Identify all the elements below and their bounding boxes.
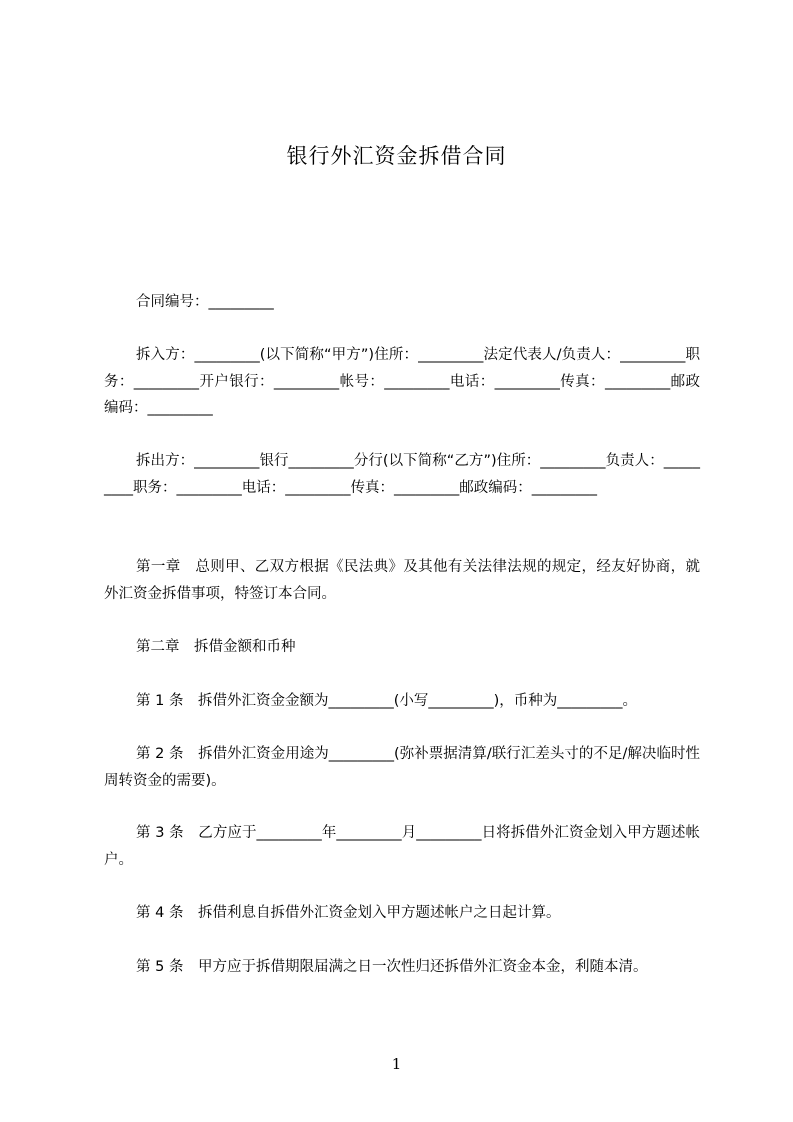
- article-4: 第 4 条 拆借利息自拆借外汇资金划入甲方题述帐户之日起计算。: [136, 905, 561, 921]
- document-title: 银行外汇资金拆借合同: [286, 144, 507, 168]
- lender-info: 拆出方：_________银行_________分行(以下简称“乙方”)住所：_________负责人：_________职务：_________电话：_________传真：_________邮政编码：_________: [104, 453, 700, 496]
- article-2: 第 2 条 拆借外汇资金用途为_________(弥补票据清算/联行汇差头寸的不足/解决临时性周转资金的需要)。: [104, 746, 700, 789]
- article-5: 第 5 条 甲方应于拆借期限届满之日一次性归还拆借外汇资金本金，利随本清。: [136, 959, 648, 975]
- chapter-2-heading: 第二章 拆借金额和币种: [136, 639, 296, 655]
- chapter-1-general: 第一章 总则甲、乙双方根据《民法典》及其他有关法律法规的规定，经友好协商，就外汇资金拆借事项，特签订本合同。: [104, 559, 700, 602]
- article-1: 第 1 条 拆借外汇资金金额为_________(小写_________)，币种为_________。: [136, 693, 638, 709]
- page-number: 1: [391, 1055, 402, 1073]
- borrower-info: 拆入方：_________(以下简称“甲方”)住所：_________法定代表人/负责人：_________职务：_________开户银行：_________帐号：_________电话：_________传真：_________邮政编码：_________: [104, 347, 700, 416]
- article-3: 第 3 条 乙方应于_________年_________月_________日将拆借外汇资金划入甲方题述帐户。: [104, 825, 700, 868]
- contract-number: 合同编号：_________: [136, 294, 274, 310]
